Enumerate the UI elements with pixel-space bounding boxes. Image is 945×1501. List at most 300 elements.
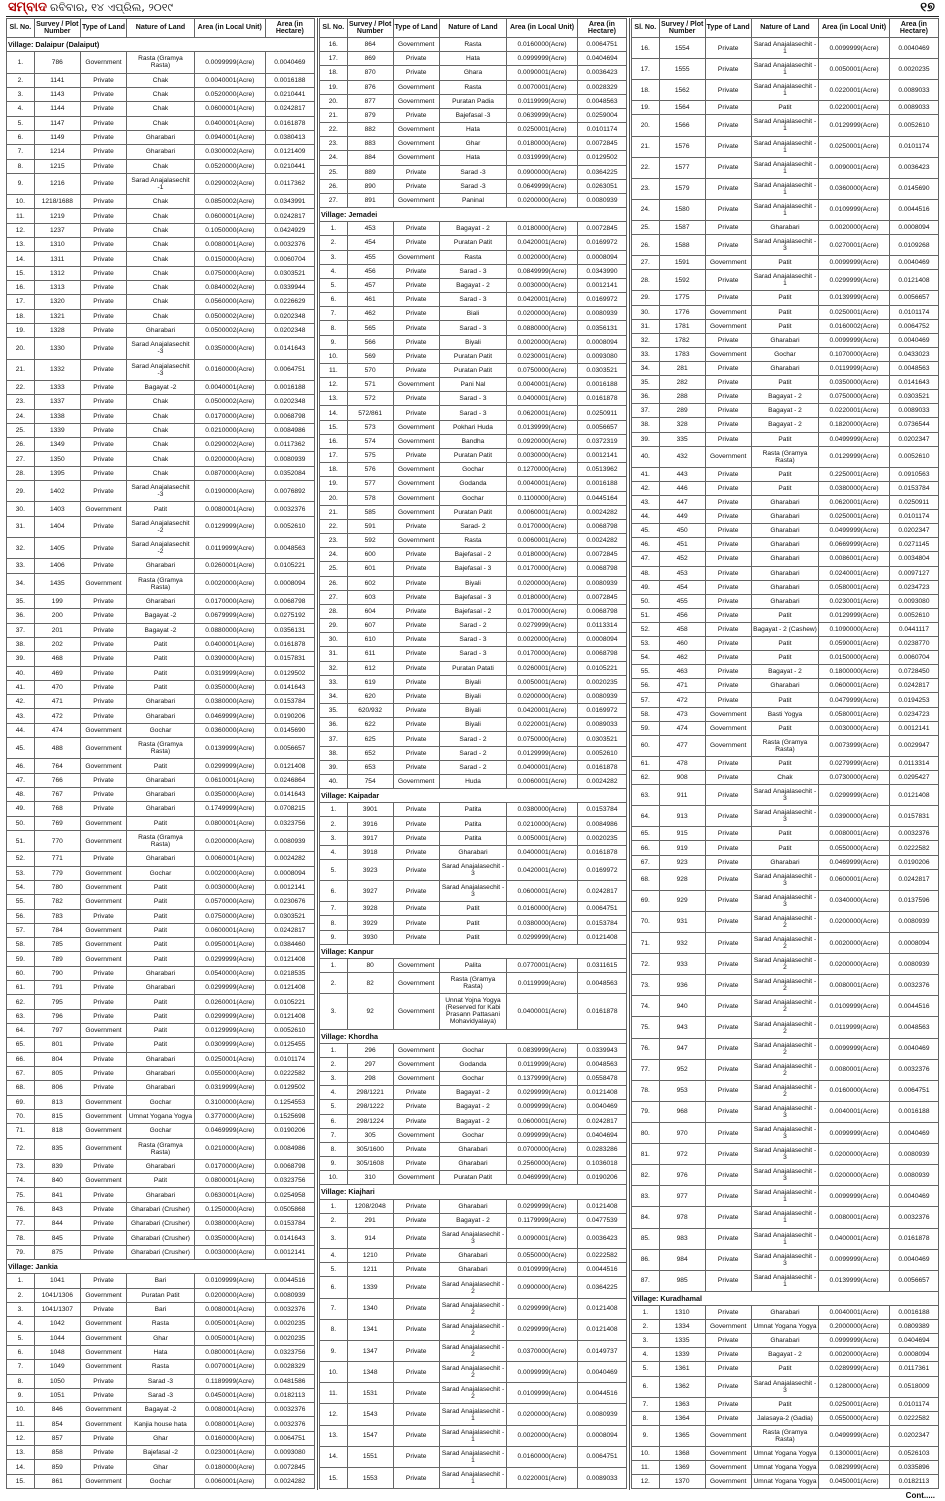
land-type: Government (705, 305, 751, 319)
area-hectare: 0.0190206 (577, 1171, 626, 1185)
village-heading-row (7, 1260, 315, 1274)
land-nature: Sarad Anajalasechit - 2 (751, 1038, 819, 1059)
plot-number: 3917 (347, 831, 393, 845)
table-row (632, 1249, 939, 1270)
sl-no: 3. (7, 1302, 35, 1316)
sl-no: 27. (320, 193, 348, 207)
table-row (632, 651, 939, 665)
land-type: Government (393, 137, 439, 151)
column-divider (629, 18, 630, 1490)
land-type: Private (705, 771, 751, 785)
sl-no: 27. (320, 590, 348, 604)
land-nature: Patit (439, 916, 507, 930)
plot-number: 839 (34, 1159, 80, 1173)
land-nature: Unnat Yojna Yogya (Reserved for Kabi Prasann Pattasani Mohavidyalaya) (439, 994, 507, 1029)
sl-no: 44. (632, 510, 660, 524)
plot-number: 1320 (34, 295, 80, 309)
land-type: Government (705, 319, 751, 333)
area-hectare: 0.0238770 (889, 637, 938, 651)
plot-number: 857 (34, 1431, 80, 1445)
plot-number: 1395 (34, 466, 80, 480)
area-local: 0.0020000(Acre) (507, 250, 578, 264)
area-hectare: 0.0064751 (265, 1431, 314, 1445)
area-hectare: 0.0254958 (265, 1188, 314, 1202)
area-local: 0.0800001(Acre) (194, 816, 265, 830)
table-row (320, 576, 627, 590)
sl-no: 20. (320, 491, 348, 505)
sl-no: 22. (7, 380, 35, 394)
village-heading-row (632, 1291, 939, 1305)
land-type: Government (705, 256, 751, 270)
area-local: 0.0139999(Acre) (507, 420, 578, 434)
sl-no: 50. (7, 816, 35, 830)
land-type: Government (393, 1072, 439, 1086)
land-type: Private (393, 1340, 439, 1361)
land-type: Private (705, 756, 751, 770)
area-local: 0.0279999(Acre) (507, 619, 578, 633)
plot-number: 841 (34, 1188, 80, 1202)
area-hectare: 0.0089033 (889, 101, 938, 115)
land-table (631, 18, 939, 1489)
sl-no: 68. (7, 1081, 35, 1095)
table-row (7, 802, 315, 816)
sl-no: 6. (632, 1376, 660, 1397)
sl-no: 8. (320, 1319, 348, 1340)
column-header: Area (in Hectare) (265, 19, 314, 38)
area-hectare: 0.0910563 (889, 467, 938, 481)
sl-no: 62. (7, 995, 35, 1009)
area-local: 0.0299999(Acre) (507, 1086, 578, 1100)
sl-no: 5. (320, 1100, 348, 1114)
plot-number: 875 (34, 1245, 80, 1259)
table-header-row (320, 19, 627, 38)
sl-no: 11. (632, 1461, 660, 1475)
land-type: Private (80, 1066, 126, 1080)
area-local: 0.0840002(Acre) (194, 281, 265, 295)
land-type: Private (393, 675, 439, 689)
land-type: Private (705, 679, 751, 693)
land-type: Government (80, 816, 126, 830)
table-row (7, 1360, 315, 1374)
table-row (320, 633, 627, 647)
land-type: Government (393, 434, 439, 448)
land-type: Private (705, 1144, 751, 1165)
area-hectare: 0.0052610 (889, 608, 938, 622)
plot-number: 622 (347, 718, 393, 732)
table-row (632, 305, 939, 319)
land-nature: Bajefasal -2 (127, 1446, 195, 1460)
plot-number: 1406 (34, 559, 80, 573)
plot-number: 1592 (659, 270, 705, 291)
land-type: Private (80, 295, 126, 309)
land-nature: Gharabari (751, 580, 819, 594)
area-hectare: 0.0364225 (577, 165, 626, 179)
table-row (7, 1317, 315, 1331)
area-local: 0.0220001(Acre) (819, 101, 890, 115)
area-local: 0.0620001(Acre) (507, 406, 578, 420)
table-row (632, 1411, 939, 1425)
table-row (320, 803, 627, 817)
land-type: Private (80, 238, 126, 252)
sl-no: 34. (320, 689, 348, 703)
plot-number: 1588 (659, 235, 705, 256)
plot-number: 1210 (347, 1249, 393, 1263)
sl-no: 15. (320, 1467, 348, 1488)
land-nature: Gharabari (127, 1159, 195, 1173)
land-type: Private (705, 136, 751, 157)
land-nature: Chak (127, 159, 195, 173)
land-type: Private (80, 1231, 126, 1245)
plot-number: 460 (659, 637, 705, 651)
area-local: 0.0060001(Acre) (507, 534, 578, 548)
area-hectare: 0.0052610 (889, 446, 938, 467)
table-row (7, 87, 315, 101)
land-type: Private (393, 222, 439, 236)
land-nature: Sarad Anajalasechit - 1 (751, 1270, 819, 1291)
sl-no: 15. (7, 266, 35, 280)
column-header: Type of Land (705, 19, 751, 38)
plot-number: 461 (347, 293, 393, 307)
table-row (7, 73, 315, 87)
land-nature: Chak (127, 281, 195, 295)
sl-no: 57. (632, 693, 660, 707)
area-local: 0.0400001(Acre) (507, 760, 578, 774)
land-nature: Sarad Anajalasechit - 2 (751, 933, 819, 954)
plot-number: 570 (347, 363, 393, 377)
plot-number: 1214 (34, 145, 80, 159)
area-hectare: 0.0008094 (577, 633, 626, 647)
sl-no: 4. (320, 845, 348, 859)
land-nature: Ghar (127, 1431, 195, 1445)
sl-no: 11. (7, 1417, 35, 1431)
table-row (632, 347, 939, 361)
area-hectare: 0.0121408 (577, 1199, 626, 1213)
plot-number: 1404 (34, 516, 80, 537)
land-nature: Sarad Anajalasechit - 1 (439, 1467, 507, 1488)
sl-no: 9. (632, 1425, 660, 1446)
area-hectare: 0.0404694 (889, 1334, 938, 1348)
plot-number: 310 (347, 1171, 393, 1185)
land-nature: Paninal (439, 193, 507, 207)
plot-number: 1405 (34, 538, 80, 559)
land-nature: Sarad Anajalasechit - 3 (751, 869, 819, 890)
sl-no: 84. (632, 1207, 660, 1228)
plot-number: 3916 (347, 817, 393, 831)
plot-number: 455 (659, 594, 705, 608)
sl-no: 48. (7, 788, 35, 802)
table-row (320, 1157, 627, 1171)
area-hectare: 0.0024282 (577, 534, 626, 548)
area-hectare: 0.0250911 (889, 495, 938, 509)
plot-number: 604 (347, 604, 393, 618)
area-local: 0.1270000(Acre) (507, 463, 578, 477)
sl-no: 9. (320, 1340, 348, 1361)
area-hectare: 0.0736544 (889, 418, 938, 432)
table-row (7, 1024, 315, 1038)
land-type: Private (705, 101, 751, 115)
table-row (632, 432, 939, 446)
land-type: Government (80, 1095, 126, 1109)
land-type: Private (705, 1397, 751, 1411)
area-local: 0.0139999(Acre) (194, 738, 265, 759)
table-row (7, 1288, 315, 1302)
sl-no: 70. (632, 911, 660, 932)
land-nature: Gharabari (751, 855, 819, 869)
sl-no: 63. (7, 1009, 35, 1023)
area-hectare: 0.0121408 (577, 1086, 626, 1100)
land-nature: Gharabari (751, 524, 819, 538)
land-type: Private (393, 831, 439, 845)
plot-number: 835 (34, 1138, 80, 1159)
table-row (7, 338, 315, 359)
table-row (632, 954, 939, 975)
area-local: 0.0170000(Acre) (507, 562, 578, 576)
plot-number: 1051 (34, 1388, 80, 1402)
village-heading-row (320, 1185, 627, 1199)
plot-number: 790 (34, 966, 80, 980)
sl-no: 46. (632, 538, 660, 552)
area-local: 0.1379999(Acre) (507, 1072, 578, 1086)
sl-no: 36. (320, 718, 348, 732)
plot-number: 1347 (347, 1340, 393, 1361)
land-type: Private (393, 349, 439, 363)
land-type: Private (705, 1270, 751, 1291)
land-nature: Bagayat -2 (127, 623, 195, 637)
table-row (7, 1081, 315, 1095)
area-local: 0.0020000(Acre) (819, 933, 890, 954)
land-type: Private (705, 855, 751, 869)
area-local: 0.0200000(Acre) (507, 576, 578, 590)
area-local: 0.0040001(Acre) (194, 380, 265, 394)
area-local: 0.0520000(Acre) (194, 159, 265, 173)
area-hectare: 0.0064751 (577, 902, 626, 916)
table-row (7, 709, 315, 723)
village-name: Village: Khordha (320, 1029, 627, 1043)
area-local: 0.0240001(Acre) (819, 566, 890, 580)
area-hectare: 0.0084986 (577, 817, 626, 831)
sl-no: 2. (320, 1057, 348, 1071)
sl-no: 10. (320, 1362, 348, 1383)
table-row (7, 159, 315, 173)
land-nature: Chak (127, 395, 195, 409)
area-local: 0.0020000(Acre) (507, 335, 578, 349)
table-row (320, 94, 627, 108)
area-hectare: 0.0303521 (265, 266, 314, 280)
land-nature: Patit (751, 1362, 819, 1376)
area-local: 0.0220001(Acre) (819, 404, 890, 418)
sl-no: 65. (7, 1038, 35, 1052)
area-local: 0.0119999(Acre) (507, 94, 578, 108)
land-type: Government (80, 1124, 126, 1138)
area-hectare: 0.0295427 (889, 771, 938, 785)
table-row (320, 675, 627, 689)
land-type: Private (705, 869, 751, 890)
area-local: 0.0200000(Acre) (819, 954, 890, 975)
plot-number: 1143 (34, 87, 80, 101)
area-local: 0.0030000(Acre) (194, 880, 265, 894)
land-type: Private (80, 680, 126, 694)
land-type: Private (393, 718, 439, 732)
land-type: Government (393, 420, 439, 434)
plot-number: 933 (659, 954, 705, 975)
table-row (632, 869, 939, 890)
land-type: Private (80, 466, 126, 480)
area-hectare: 0.0303521 (889, 390, 938, 404)
table-row (632, 1080, 939, 1101)
plot-number: 1547 (347, 1425, 393, 1446)
sl-no: 25. (320, 562, 348, 576)
land-nature: Gharabari (439, 1142, 507, 1156)
land-type: Private (80, 173, 126, 194)
column-header: Sl. No. (7, 19, 35, 38)
plot-number: 620 (347, 689, 393, 703)
area-local: 0.0299999(Acre) (819, 785, 890, 806)
table-row (632, 552, 939, 566)
land-nature: Patit (751, 467, 819, 481)
village-heading-row (320, 1029, 627, 1043)
area-hectare: 0.0558478 (577, 1072, 626, 1086)
plot-number: 1044 (34, 1331, 80, 1345)
area-hectare: 0.0121408 (577, 1298, 626, 1319)
area-local: 0.0360000(Acre) (194, 723, 265, 737)
table-row (632, 136, 939, 157)
area-local: 0.0380000(Acre) (507, 803, 578, 817)
plot-number: 1321 (34, 309, 80, 323)
table-row (7, 466, 315, 480)
area-hectare: 0.0036423 (889, 157, 938, 178)
plot-number: 869 (347, 52, 393, 66)
area-hectare: 0.0044516 (577, 1383, 626, 1404)
table-row (320, 604, 627, 618)
sl-no: 49. (632, 580, 660, 594)
land-type: Private (705, 538, 751, 552)
land-type: Government (393, 38, 439, 52)
plot-number: 791 (34, 981, 80, 995)
sl-no: 42. (7, 695, 35, 709)
land-nature: Patit (751, 1397, 819, 1411)
plot-number: 766 (34, 773, 80, 787)
area-hectare: 0.0113314 (577, 619, 626, 633)
table-row (632, 1144, 939, 1165)
sl-no: 2. (320, 1213, 348, 1227)
table-row (632, 481, 939, 495)
area-local: 0.0099999(Acre) (819, 1186, 890, 1207)
land-type: Private (705, 566, 751, 580)
land-type: Private (705, 1376, 751, 1397)
area-local: 0.0299999(Acre) (507, 1319, 578, 1340)
table-row (632, 996, 939, 1017)
area-hectare: 0.0064751 (265, 359, 314, 380)
area-hectare: 0.0194253 (889, 693, 938, 707)
plot-number: 458 (659, 622, 705, 636)
area-local: 0.0030000(Acre) (507, 448, 578, 462)
area-local: 0.0109999(Acre) (507, 1383, 578, 1404)
sl-no: 18. (632, 80, 660, 101)
area-local: 0.1100000(Acre) (507, 491, 578, 505)
table-row (632, 594, 939, 608)
land-type: Private (80, 695, 126, 709)
area-local: 0.0260001(Acre) (194, 995, 265, 1009)
area-hectare: 0.0040469 (889, 333, 938, 347)
plot-number: 767 (34, 788, 80, 802)
area-hectare: 0.0080939 (889, 1144, 938, 1165)
table-row (632, 495, 939, 509)
area-hectare: 0.0335896 (889, 1461, 938, 1475)
table-row (320, 463, 627, 477)
area-hectare: 0.0048563 (577, 94, 626, 108)
plot-number: 943 (659, 1017, 705, 1038)
sl-no: 24. (320, 548, 348, 562)
land-nature: Gharabari (751, 538, 819, 552)
table-row (7, 1460, 315, 1474)
land-nature: Sarad Anajalasechit - 1 (439, 1404, 507, 1425)
column-header: Area (in Local Unit) (819, 19, 890, 38)
land-nature: Chak (127, 309, 195, 323)
table-row (632, 1017, 939, 1038)
table-row (7, 880, 315, 894)
area-local: 0.0900000(Acre) (507, 1277, 578, 1298)
area-hectare: 0.0343990 (577, 264, 626, 278)
sl-no: 8. (632, 1411, 660, 1425)
land-nature: Bagayat - 2 (439, 278, 507, 292)
table-row (632, 1207, 939, 1228)
plot-number: 462 (659, 651, 705, 665)
plot-number: 1339 (34, 423, 80, 437)
area-hectare: 0.0384460 (265, 938, 314, 952)
land-type: Private (705, 38, 751, 59)
land-nature: Gharabari (127, 1052, 195, 1066)
land-nature: Sarad Anajalasechit - 3 (751, 1123, 819, 1144)
sl-no: 7. (320, 307, 348, 321)
land-type: Government (393, 994, 439, 1029)
land-type: Private (393, 1383, 439, 1404)
land-type: Private (705, 270, 751, 291)
area-hectare: 0.0202348 (265, 309, 314, 323)
sl-no: 68. (632, 869, 660, 890)
sl-no: 24. (320, 151, 348, 165)
land-type: Private (80, 223, 126, 237)
table-row (320, 349, 627, 363)
land-type: Private (80, 309, 126, 323)
sl-no: 10. (7, 195, 35, 209)
area-hectare: 0.0032376 (889, 975, 938, 996)
land-nature: Gochar (127, 1095, 195, 1109)
area-local: 0.0250001(Acre) (507, 123, 578, 137)
land-type: Private (705, 1017, 751, 1038)
sl-no: 2. (7, 1288, 35, 1302)
land-type: Private (80, 395, 126, 409)
table-row (320, 689, 627, 703)
table-row (320, 1263, 627, 1277)
land-nature: Patit (127, 923, 195, 937)
sl-no: 5. (320, 278, 348, 292)
plot-number: 565 (347, 321, 393, 335)
table-row (320, 392, 627, 406)
sl-no: 72. (632, 954, 660, 975)
area-hectare: 0.0020235 (577, 675, 626, 689)
land-nature: Puratan Patit (439, 236, 507, 250)
area-local: 0.0180000(Acre) (507, 590, 578, 604)
area-local: 0.0999999(Acre) (819, 1334, 890, 1348)
table-row (632, 1334, 939, 1348)
sl-no: 70. (7, 1109, 35, 1123)
plot-number: 1562 (659, 80, 705, 101)
table-row (632, 1228, 939, 1249)
area-local: 0.0750000(Acre) (507, 363, 578, 377)
sl-no: 4. (320, 264, 348, 278)
land-type: Private (393, 633, 439, 647)
plot-number: 1587 (659, 220, 705, 234)
